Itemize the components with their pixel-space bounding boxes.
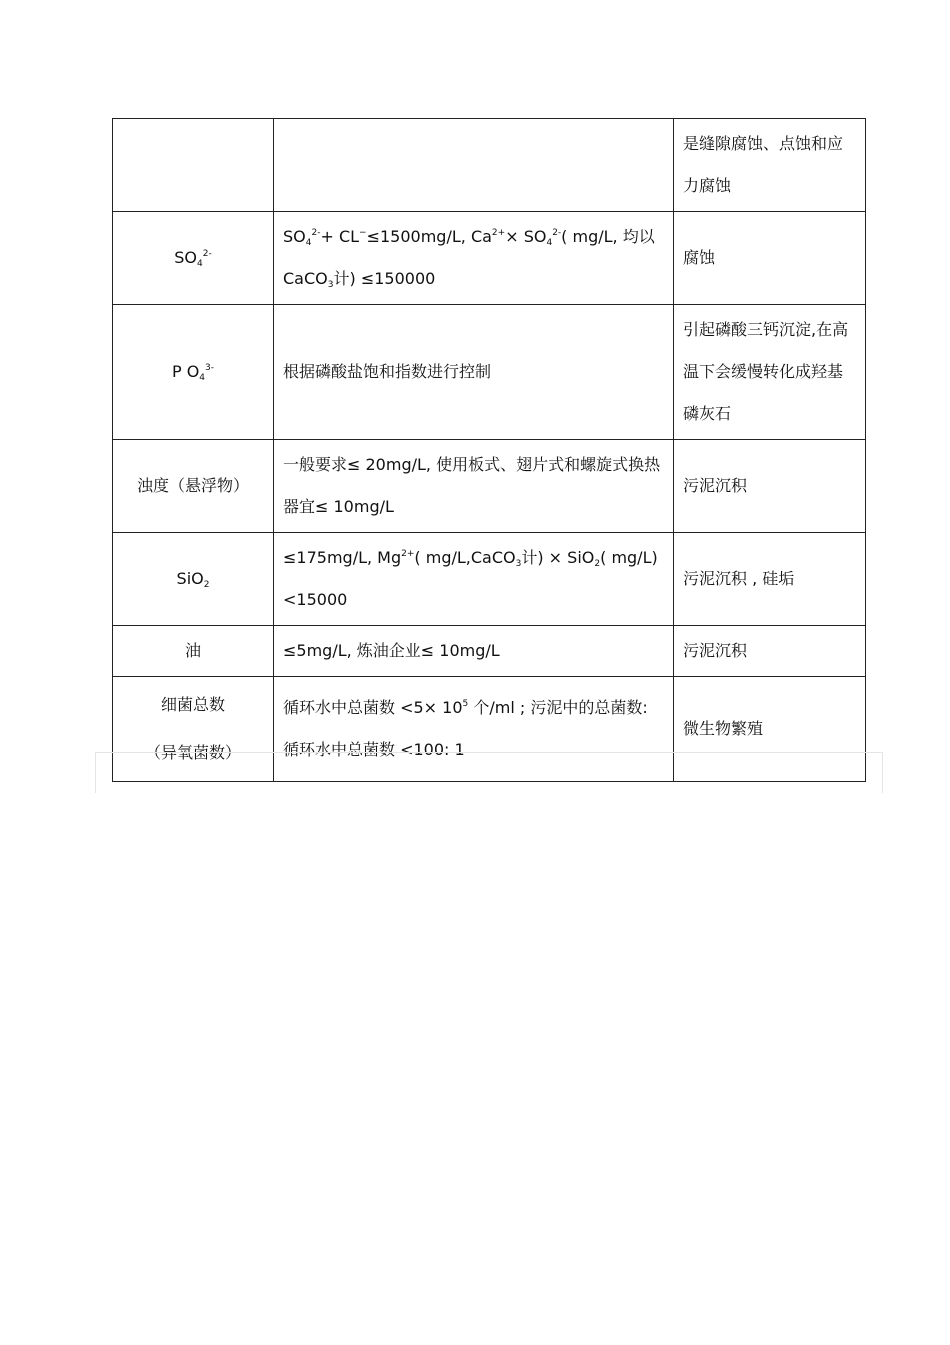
effect-cell: 污泥沉积 (674, 626, 866, 677)
limit-cell: 一般要求≤ 20mg/L, 使用板式、翅片式和螺旋式换热器宜≤ 10mg/L (274, 440, 674, 533)
item-cell: P $O_4^{3-}$ (113, 305, 274, 440)
limit-cell: ≤175mg/L, $Mg^{2+}$( mg/L,CaCO$_3$计) × SiO$_2$( mg/L) <15000 (274, 533, 674, 626)
table-row (113, 533, 866, 626)
item-cell: $SO_4^{2-}$ (113, 212, 274, 305)
water-quality-table (112, 118, 866, 782)
effect-cell: 腐蚀 (674, 212, 866, 305)
limit-cell: ≤5mg/L, 炼油企业≤ 10mg/L (274, 626, 674, 677)
item-cell: 油 (113, 626, 274, 677)
limit-cell: 循环水中总菌数 $<5\times 10^5$ 个/ml ; 污泥中的总菌数: 循环水中总菌数 <100: 1 (274, 677, 674, 782)
effect-cell: 是缝隙腐蚀、点蚀和应力腐蚀 (674, 119, 866, 212)
table-row (113, 305, 866, 440)
table-row (113, 626, 866, 677)
limit-cell: $SO_4^{2-}+ CL^-\le 1500mg/L$, $Ca^{2+}\times SO_4^{2-}$( mg/L, 均以CaCO$_3$计) ≤150000 (274, 212, 674, 305)
table-row (113, 440, 866, 533)
effect-cell: 微生物繁殖 (674, 677, 866, 782)
effect-cell: 污泥沉积 (674, 440, 866, 533)
item-cell: 细菌总数 （异氧菌数） (113, 677, 274, 782)
limit-cell: 根据磷酸盐饱和指数进行控制 (274, 305, 674, 440)
limit-cell (274, 119, 674, 212)
next-page-frame (95, 752, 883, 793)
item-cell (113, 119, 274, 212)
item-cell: 浊度（悬浮物） (113, 440, 274, 533)
table-row (113, 119, 866, 212)
table-row (113, 212, 866, 305)
effect-cell: 污泥沉积 , 硅垢 (674, 533, 866, 626)
item-cell: SiO$_2$ (113, 533, 274, 626)
effect-cell: 引起磷酸三钙沉淀,在高温下会缓慢转化成羟基磷灰石 (674, 305, 866, 440)
